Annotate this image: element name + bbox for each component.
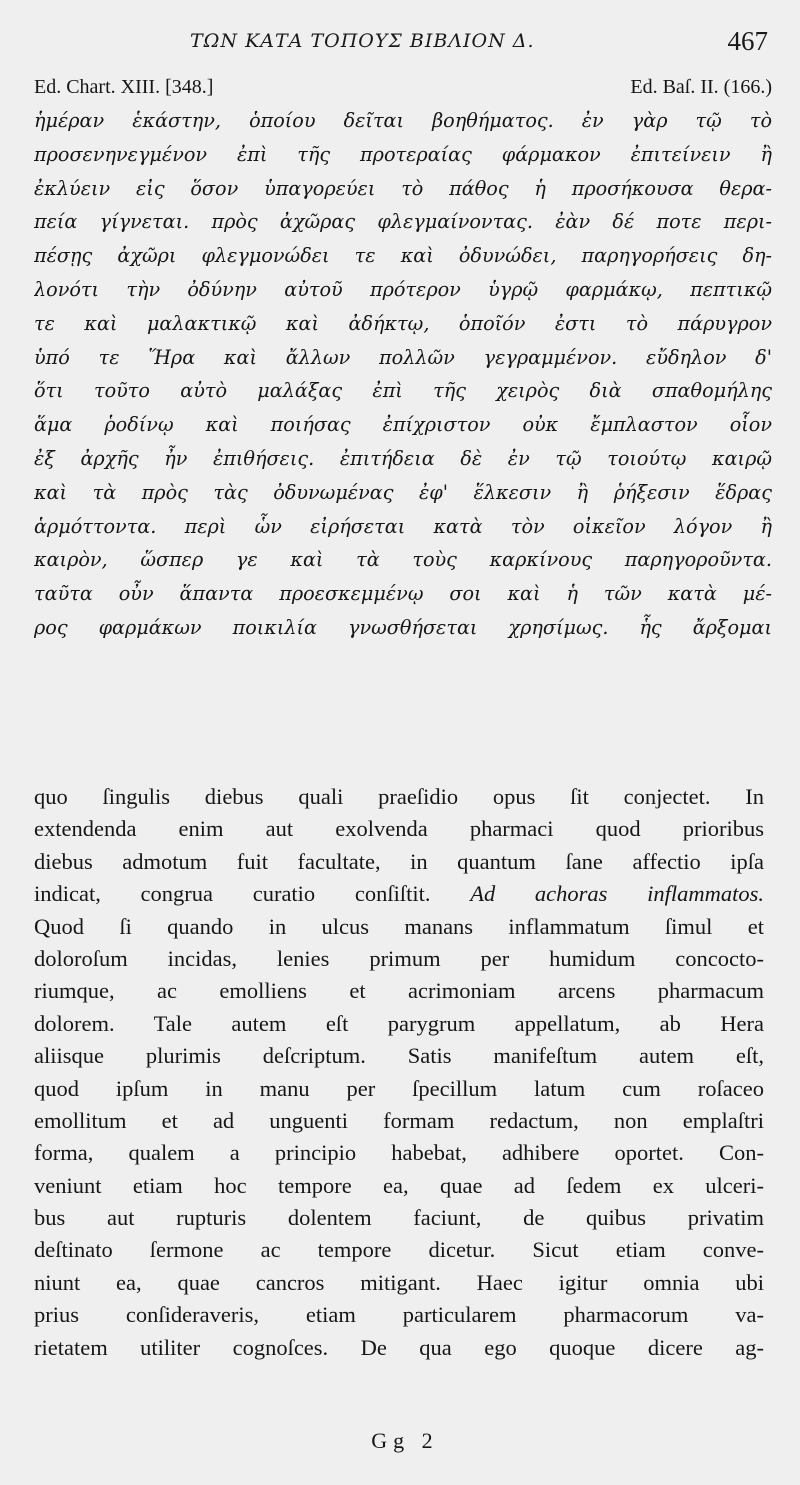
latin-text: deſtinato ſermone ac tempore dicetur. Sicut etiam conve- [34,1237,764,1263]
latin-line [34,813,764,845]
latin-line [34,1267,764,1299]
latin-text: riumque, ac emolliens et acrimoniam arcens pharmacum [34,978,764,1004]
latin-text: doloroſum incidas, lenies primum per humidum concocto- [34,945,764,971]
greek-line: ὑπό τε Ἥρα καὶ ἄλλων πολλῶν γεγραμμένον. εὔδηλον δ' [34,345,772,369]
latin-line [34,1073,764,1105]
latin-line [34,1299,764,1331]
latin-text: bus aut rupturis dolentem faciunt, de quibus privatim [34,1205,764,1231]
latin-line [34,975,764,1007]
greek-line: πεία γίγνεται. πρὸς ἀχῶρας φλεγμαίνοντας. ἐὰν δέ ποτε περι- [34,210,772,234]
latin-text: dolorem. Tale autem eſt parygrum appellatum, ab Hera [34,1010,764,1036]
greek-text-block [34,104,772,645]
section-heading-italic: Ad achoras inflammatos. [470,881,764,907]
greek-line: ταῦτα οὖν ἅπαντα προεσκεμμένῳ σοι καὶ ἡ τῶν κατὰ μέ- [34,582,772,606]
latin-line [34,943,764,975]
latin-text: indicat, congrua curatio conſiſtit. [34,881,471,907]
latin-line [34,1040,764,1072]
latin-text: rietatem utiliter cognoſces. De qua ego quoque dicere ag- [34,1334,764,1360]
edition-reference-line [34,76,772,102]
greek-line: πέσῃς ἀχῶρι φλεγμονώδει τε καὶ ὀδυνώδει, παρηγορήσεις δη- [34,244,772,268]
greek-line: προσενηνεγμένον ἐπὶ τῆς προτεραίας φάρμακον ἐπιτείνειν ἢ [34,142,772,166]
latin-line [34,1234,764,1266]
latin-line [34,1008,764,1040]
running-head [0,26,800,66]
latin-text: extendenda enim aut exolvenda pharmaci quod prioribus [34,816,764,842]
latin-line [34,846,764,878]
show-through-shadow [60,688,760,758]
latin-text: quo ſingulis diebus quali praeſidio opus ſit conjectet. In [34,784,764,809]
greek-line: ἁρμόττοντα. περὶ ὧν εἰρήσεται κατὰ τὸν οἰκεῖον λόγον ἢ [34,514,772,538]
greek-line: ἡμέραν ἑκάστην, ὁποίου δεῖται βοηθήματος. ἐν γὰρ τῷ τὸ [34,109,772,132]
latin-text: veniunt etiam hoc tempore ea, quae ad ſedem ex ulceri- [34,1172,764,1198]
latin-line [34,1105,764,1137]
greek-line: καὶ τὰ πρὸς τὰς ὀδυνωμένας ἐφ' ἕλκεσιν ἢ ῥήξεσιν ἕδρας [34,480,772,504]
page-number: 467 [727,26,768,56]
edition-basel: Ed. Baſ. II. (166.) [630,76,772,98]
greek-line: λονότι τὴν ὀδύνην αὐτοῦ πρότερον ὑγρῷ φαρμάκῳ, πεπτικῷ [34,277,772,301]
edition-chartier: Ed. Chart. XIII. [348.] [34,76,214,98]
greek-line: τε καὶ μαλακτικῷ καὶ ἀδήκτῳ, ὁποῖόν ἐστι τὸ πάρυγρον [34,311,772,335]
running-title: ΤΩΝ ΚΑΤΑ ΤΟΠΟΥΣ ΒΙΒΛΙΟΝ Δ. [190,30,535,52]
latin-text: Quod ſi quando in ulcus manans inflammatum ſimul et [34,913,764,939]
latin-text-block [34,781,764,1364]
latin-line [34,911,764,943]
greek-line: ἅμα ῥοδίνῳ καὶ ποιήσας ἐπίχριστον οὐκ ἔμπλαστον οἷον [34,413,772,437]
latin-text: forma, qualem a principio habebat, adhibere oportet. Con- [34,1140,764,1166]
latin-text: aliisque plurimis deſcriptum. Satis manifeſtum autem eſt, [34,1043,764,1069]
latin-text: quod ipſum in manu per ſpecillum latum cum roſaceo [34,1075,764,1101]
latin-line [34,1202,764,1234]
greek-line: ἐκλύειν εἰς ὅσον ὑπαγορεύει τὸ πάθος ἡ προσήκουσα θερα- [34,176,772,200]
latin-text: diebus admotum fuit facultate, in quantum ſane affectio ipſa [34,848,764,874]
latin-text: niunt ea, quae cancros mitigant. Haec igitur omnia ubi [34,1269,764,1295]
latin-line [34,1137,764,1169]
greek-line: ρος φαρμάκων ποικιλία γνωσθήσεται χρησίμως. ἧς ἄρξομαι [34,615,772,639]
latin-text: emollitum et ad unguenti formam redactum, non emplaſtri [34,1107,764,1133]
greek-line: ἐξ ἀρχῆς ἦν ἐπιθήσεις. ἐπιτήδεια δὲ ἐν τῷ τοιούτῳ καιρῷ [34,446,772,470]
signature-mark: Gg 2 [371,1428,439,1453]
latin-line [34,781,764,813]
latin-line [34,1170,764,1202]
greek-line: ὅτι τοῦτο αὐτὸ μαλάξας ἐπὶ τῆς χειρὸς διὰ σπαθομήλης [34,379,772,403]
latin-line [34,1332,764,1364]
latin-line [34,878,764,910]
greek-line: καιρὸν, ὥσπερ γε καὶ τὰ τοὺς καρκίνους παρηγοροῦντα. [34,548,772,572]
latin-text: prius conſideraveris, etiam particularem pharmacorum va- [34,1302,764,1328]
